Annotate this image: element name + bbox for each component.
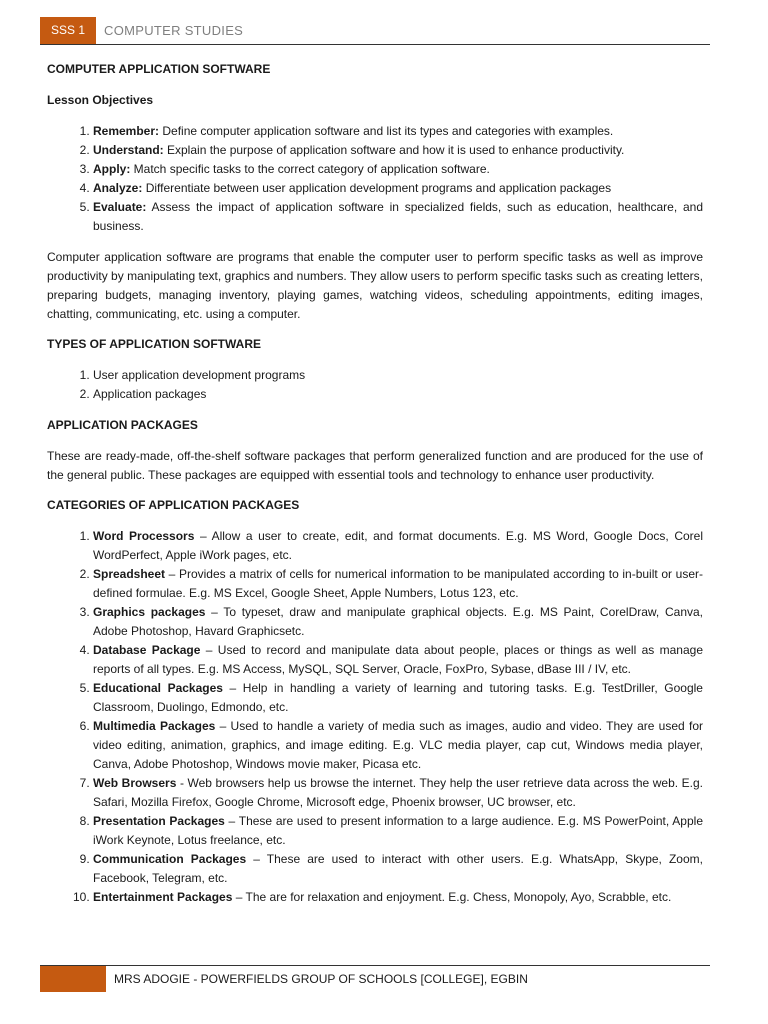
categories-heading: CATEGORIES OF APPLICATION PACKAGES xyxy=(47,498,300,512)
packages-heading: APPLICATION PACKAGES xyxy=(47,418,198,432)
document-body xyxy=(47,60,703,919)
list-item: 8. Presentation Packages – These are used to present information to a large audience. E.g. MS PowerPoint, Apple iWork Keynote, Lotus freelance, etc. xyxy=(93,812,703,850)
categories-list xyxy=(47,527,703,907)
footer-accent-block xyxy=(40,966,106,992)
page-footer xyxy=(40,965,710,992)
class-badge: SSS 1 xyxy=(40,17,96,44)
types-list xyxy=(47,366,703,404)
objectives-heading: Lesson Objectives xyxy=(47,93,154,107)
list-item: 10. Entertainment Packages – The are for relaxation and enjoyment. E.g. Chess, Monopoly, Ayo, Scrabble, etc. xyxy=(93,888,703,907)
packages-paragraph: These are ready-made, off-the-shelf software packages that perform generalized function and are produced for the use of the general public. These packages are equipped with essential tools and technology to enhance user productivity. xyxy=(47,449,703,482)
list-item: 7. Web Browsers - Web browsers help us browse the internet. They help the user retrieve data across the web. E.g. Safari, Mozilla Firefox, Google Chrome, Microsoft edge, Phoenix browser, UC browser, etc. xyxy=(93,774,703,812)
list-item: 5. Educational Packages – Help in handling a variety of learning and tutoring tasks. E.g. TestDriller, Google Classroom, Duolingo, Edmondo, etc. xyxy=(93,679,703,717)
page-header xyxy=(40,17,710,45)
list-item: 4. Analyze: Differentiate between user application development programs and application packages xyxy=(93,179,703,198)
list-item: 3. Apply: Match specific tasks to the correct category of application software. xyxy=(93,160,703,179)
list-item: 6. Multimedia Packages – Used to handle a variety of media such as images, audio and video. They are used for video editing, animation, graphics, and image editing. E.g. VLC media player, cap cut, Windows media player, Canva, Adobe Photoshop, Windows movie maker, Picasa etc. xyxy=(93,717,703,774)
objectives-list xyxy=(47,122,703,236)
list-item: 2. Application packages xyxy=(93,385,703,404)
intro-paragraph: Computer application software are programs that enable the computer user to perform specific tasks as well as improve productivity by manipulating text, graphics and numbers. They allow users to perform specific tasks such as creating letters, preparing budgets, managing inventory, playing games, watching videos, scheduling appointments, editing images, chatting, communicating, etc. using a computer. xyxy=(47,250,703,321)
page-title: COMPUTER APPLICATION SOFTWARE xyxy=(47,62,271,76)
list-item: 2. Spreadsheet – Provides a matrix of cells for numerical information to be manipulated according to in-built or user-defined formulae. E.g. MS Excel, Google Sheet, Apple Numbers, Lotus 123, etc. xyxy=(93,565,703,603)
list-item: 1. User application development programs xyxy=(93,366,703,385)
list-item: 1. Remember: Define computer application software and list its types and categories with examples. xyxy=(93,122,703,141)
subject-title: COMPUTER STUDIES xyxy=(104,23,244,38)
list-item: 1. Word Processors – Allow a user to create, edit, and format documents. E.g. MS Word, Google Docs, Corel WordPerfect, Apple iWork pages, etc. xyxy=(93,527,703,565)
list-item: 9. Communication Packages – These are used to interact with other users. E.g. WhatsApp, Skype, Zoom, Facebook, Telegram, etc. xyxy=(93,850,703,888)
list-item: 2. Understand: Explain the purpose of application software and how it is used to enhance productivity. xyxy=(93,141,703,160)
footer-text: MRS ADOGIE - POWERFIELDS GROUP OF SCHOOLS [COLLEGE], EGBIN xyxy=(114,972,528,986)
types-heading: TYPES OF APPLICATION SOFTWARE xyxy=(47,337,262,351)
list-item: 5. Evaluate: Assess the impact of application software in specialized fields, such as education, healthcare, and business. xyxy=(93,198,703,236)
list-item: 4. Database Package – Used to record and manipulate data about people, places or things as well as manage reports of all types. E.g. MS Access, MySQL, SQL Server, Oracle, FoxPro, Sybase, dBase III / IV, etc. xyxy=(93,641,703,679)
list-item: 3. Graphics packages – To typeset, draw and manipulate graphical objects. E.g. MS Paint, CorelDraw, Canva, Adobe Photoshop, Havard Graphicsetc. xyxy=(93,603,703,641)
